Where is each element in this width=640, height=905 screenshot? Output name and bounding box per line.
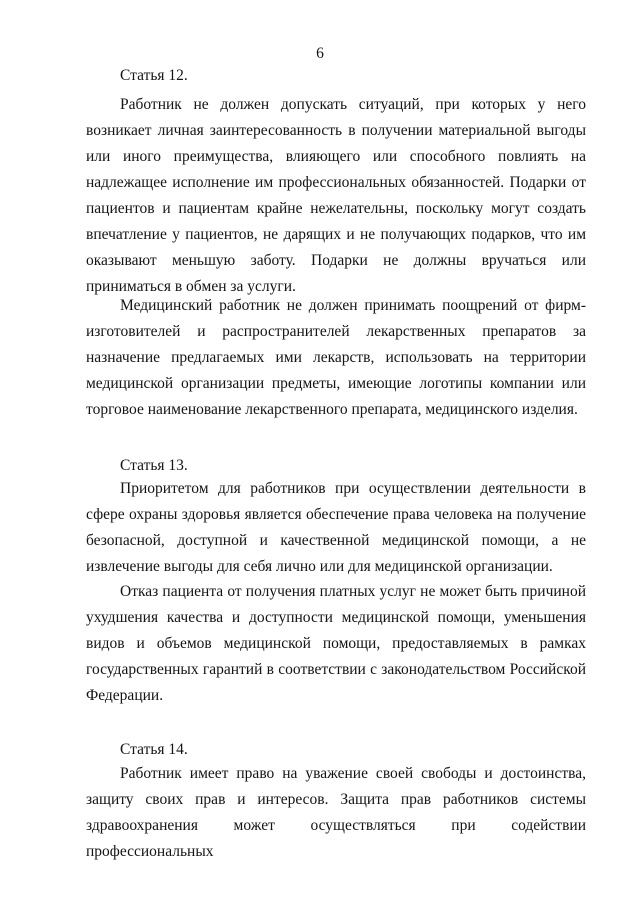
article-14-heading: Статья 14. — [120, 741, 188, 758]
article-12-heading: Статья 12. — [120, 67, 188, 84]
article-12-paragraph-1: Работник не должен допускать ситуаций, при которых у него возникает личная заинтересованность в получении материальной выгоды или иного преимущества, влияющего или способного повлиять на надлежащее исполнение им профессиональных обязанностей. Подарки от пациентов и пациентам крайне нежелательны, поскольку могут создать впечатление у пациентов, не дарящих и не получающих подарков, что им оказывают меньшую заботу. Подарки не должны вручаться или приниматься в обмен за услуги. — [86, 96, 586, 295]
article-13-heading: Статья 13. — [120, 457, 188, 474]
article-12-paragraph-2: Медицинский работник не должен принимать поощрений от фирм-изготовителей и распространителей лекарственных препаратов за назначение предлагаемых ими лекарств, использовать на территории медицинской организации предметы, имеющие логотипы компании или торговое наименование лекарственного препарата, медицинского изделия. — [86, 297, 586, 418]
article-13-paragraph-1: Приоритетом для работников при осуществлении деятельности в сфере охраны здоровья является обеспечение права человека на получение безопасной, доступной и качественной медицинской помощи, а не извлечение выгоды для себя лично или для медицинской организации. — [86, 480, 586, 575]
article-14-paragraph-1: Работник имеет право на уважение своей свободы и достоинства, защиту своих прав и интересов. Защита прав работников системы здравоохранения может осуществляться при содействии профессиональных — [86, 765, 586, 860]
page-number: 6 — [316, 45, 324, 62]
article-13-paragraph-2: Отказ пациента от получения платных услуг не может быть причиной ухудшения качества и доступности медицинской помощи, уменьшения видов и объемов медицинской помощи, предоставляемых в рамках государственных гарантий в соответствии с законодательством Российской Федерации. — [86, 583, 586, 704]
